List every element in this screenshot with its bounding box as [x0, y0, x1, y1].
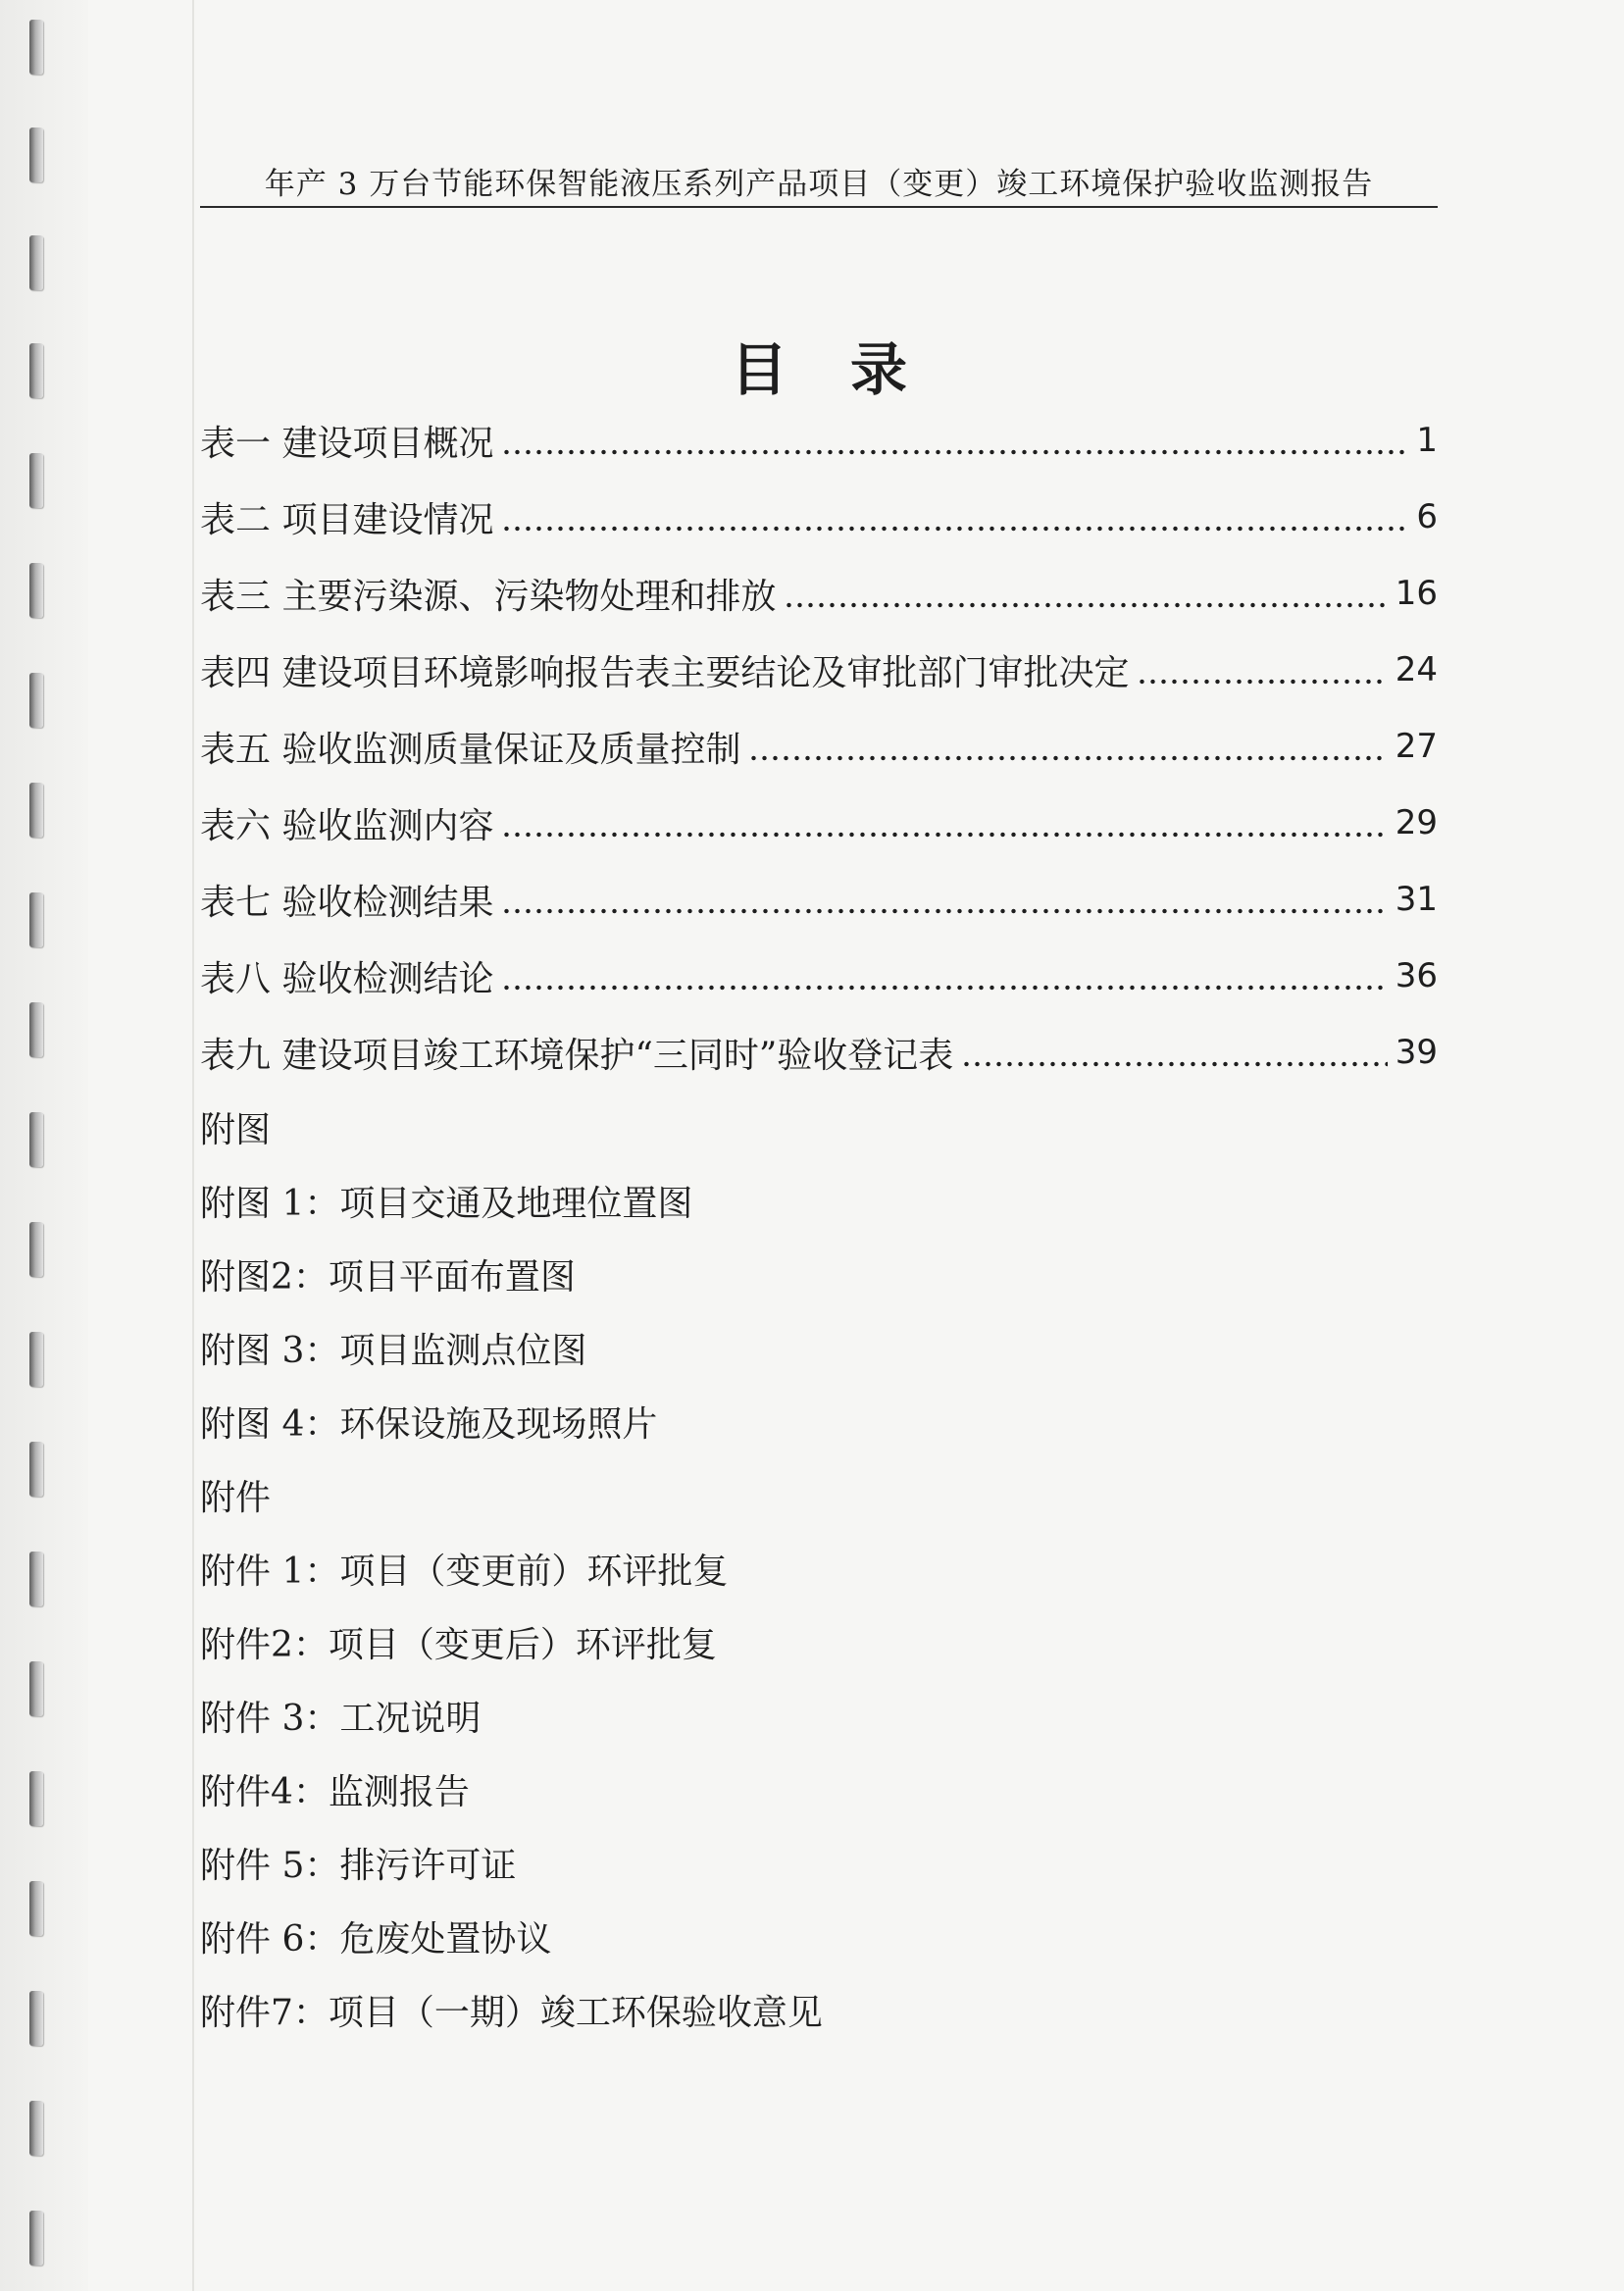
- appendix-item[interactable]: 附件 3：工况说明: [200, 1699, 482, 1739]
- appendix-item[interactable]: 附件7：项目（一期）竣工环保验收意见: [200, 1993, 823, 2033]
- appendix-item[interactable]: 附件 1：项目（变更前）环评批复: [200, 1552, 729, 1592]
- appendix-item[interactable]: 附图 1：项目交通及地理位置图: [200, 1184, 693, 1224]
- toc-entry[interactable]: [200, 861, 1438, 938]
- binding-ring: [29, 453, 43, 508]
- appendix-item[interactable]: 附件4：监测报告: [200, 1772, 470, 1812]
- toc-entry-page: 1: [1416, 421, 1438, 460]
- binding-ring: [29, 1661, 43, 1716]
- toc-leader-dots: [501, 524, 1408, 534]
- toc-list: [200, 402, 1438, 1091]
- binding-ring: [29, 1442, 43, 1497]
- binding-ring: [29, 673, 43, 728]
- toc-leader-dots: [748, 753, 1387, 763]
- toc-entry-label: 表三 主要污染源、污染物处理和排放: [200, 576, 777, 617]
- appendix-heading-figures: 附图: [200, 1110, 272, 1150]
- toc-entry-label: 表七 验收检测结果: [200, 882, 494, 923]
- toc-entry-label: 表八 验收检测结论: [200, 958, 494, 999]
- binding-ring: [29, 1222, 43, 1277]
- toc-entry[interactable]: [200, 402, 1438, 479]
- toc-leader-dots: [784, 600, 1387, 610]
- toc-entry[interactable]: [200, 632, 1438, 708]
- appendix-item[interactable]: 附件 5：排污许可证: [200, 1846, 517, 1886]
- running-header: 年产 3 万台节能环保智能液压系列产品项目（变更）竣工环境保护验收监测报告: [264, 167, 1374, 202]
- toc-entry-label: 表一 建设项目概况: [200, 423, 494, 464]
- binding-ring: [29, 1332, 43, 1387]
- binding-strip: [0, 0, 88, 2291]
- header-rule: [200, 206, 1438, 208]
- toc-entry-page: 36: [1395, 956, 1438, 995]
- toc-leader-dots: [961, 1059, 1387, 1069]
- toc-leader-dots: [501, 830, 1387, 840]
- binding-ring: [29, 20, 43, 75]
- binding-ring: [29, 1112, 43, 1167]
- binding-ring: [29, 2101, 43, 2156]
- toc-entry[interactable]: [200, 938, 1438, 1014]
- binding-ring: [29, 1881, 43, 1936]
- appendix-heading-attachments: 附件: [200, 1478, 272, 1518]
- toc-entry-page: 16: [1395, 574, 1438, 613]
- binding-ring: [29, 1552, 43, 1606]
- toc-entry-page: 24: [1395, 650, 1438, 689]
- toc-leader-dots: [501, 447, 1408, 457]
- toc-leader-dots: [1137, 677, 1387, 687]
- binding-ring: [29, 1771, 43, 1826]
- toc-entry[interactable]: [200, 555, 1438, 632]
- toc-entry-label: 表六 验收监测内容: [200, 805, 494, 846]
- binding-ring: [29, 127, 43, 182]
- binding-ring: [29, 343, 43, 398]
- page-edge: [192, 0, 194, 2291]
- toc-entry-page: 27: [1395, 727, 1438, 766]
- toc-entry-label: 表五 验收监测质量保证及质量控制: [200, 729, 741, 770]
- toc-leader-dots: [501, 906, 1387, 916]
- toc-entry-page: 6: [1416, 497, 1438, 536]
- binding-ring: [29, 1991, 43, 2046]
- binding-ring: [29, 563, 43, 618]
- appendix-item[interactable]: 附图 4：环保设施及现场照片: [200, 1404, 658, 1445]
- appendix-item[interactable]: 附图2：项目平面布置图: [200, 1257, 576, 1298]
- binding-ring: [29, 1002, 43, 1057]
- toc-entry[interactable]: [200, 1014, 1438, 1091]
- binding-ring: [29, 783, 43, 838]
- binding-ring: [29, 2211, 43, 2266]
- appendix-list: [200, 1091, 1438, 2047]
- toc-entry[interactable]: [200, 708, 1438, 785]
- toc-entry-label: 表九 建设项目竣工环境保护“三同时”验收登记表: [200, 1035, 954, 1076]
- toc-entry-label: 表四 建设项目环境影响报告表主要结论及审批部门审批决定: [200, 652, 1130, 693]
- appendix-item[interactable]: 附件 6：危废处置协议: [200, 1919, 552, 1960]
- toc-leader-dots: [501, 983, 1387, 993]
- toc-title: 目录: [730, 336, 970, 403]
- appendix-item[interactable]: 附件2：项目（变更后）环评批复: [200, 1625, 717, 1665]
- binding-ring: [29, 892, 43, 947]
- toc-entry[interactable]: [200, 479, 1438, 555]
- toc-entry-page: 29: [1395, 803, 1438, 842]
- binding-ring: [29, 235, 43, 290]
- appendix-item[interactable]: 附图 3：项目监测点位图: [200, 1331, 587, 1371]
- toc-entry-page: 31: [1395, 880, 1438, 919]
- toc-entry-label: 表二 项目建设情况: [200, 499, 494, 540]
- toc-entry-page: 39: [1395, 1033, 1438, 1072]
- toc-entry[interactable]: [200, 785, 1438, 861]
